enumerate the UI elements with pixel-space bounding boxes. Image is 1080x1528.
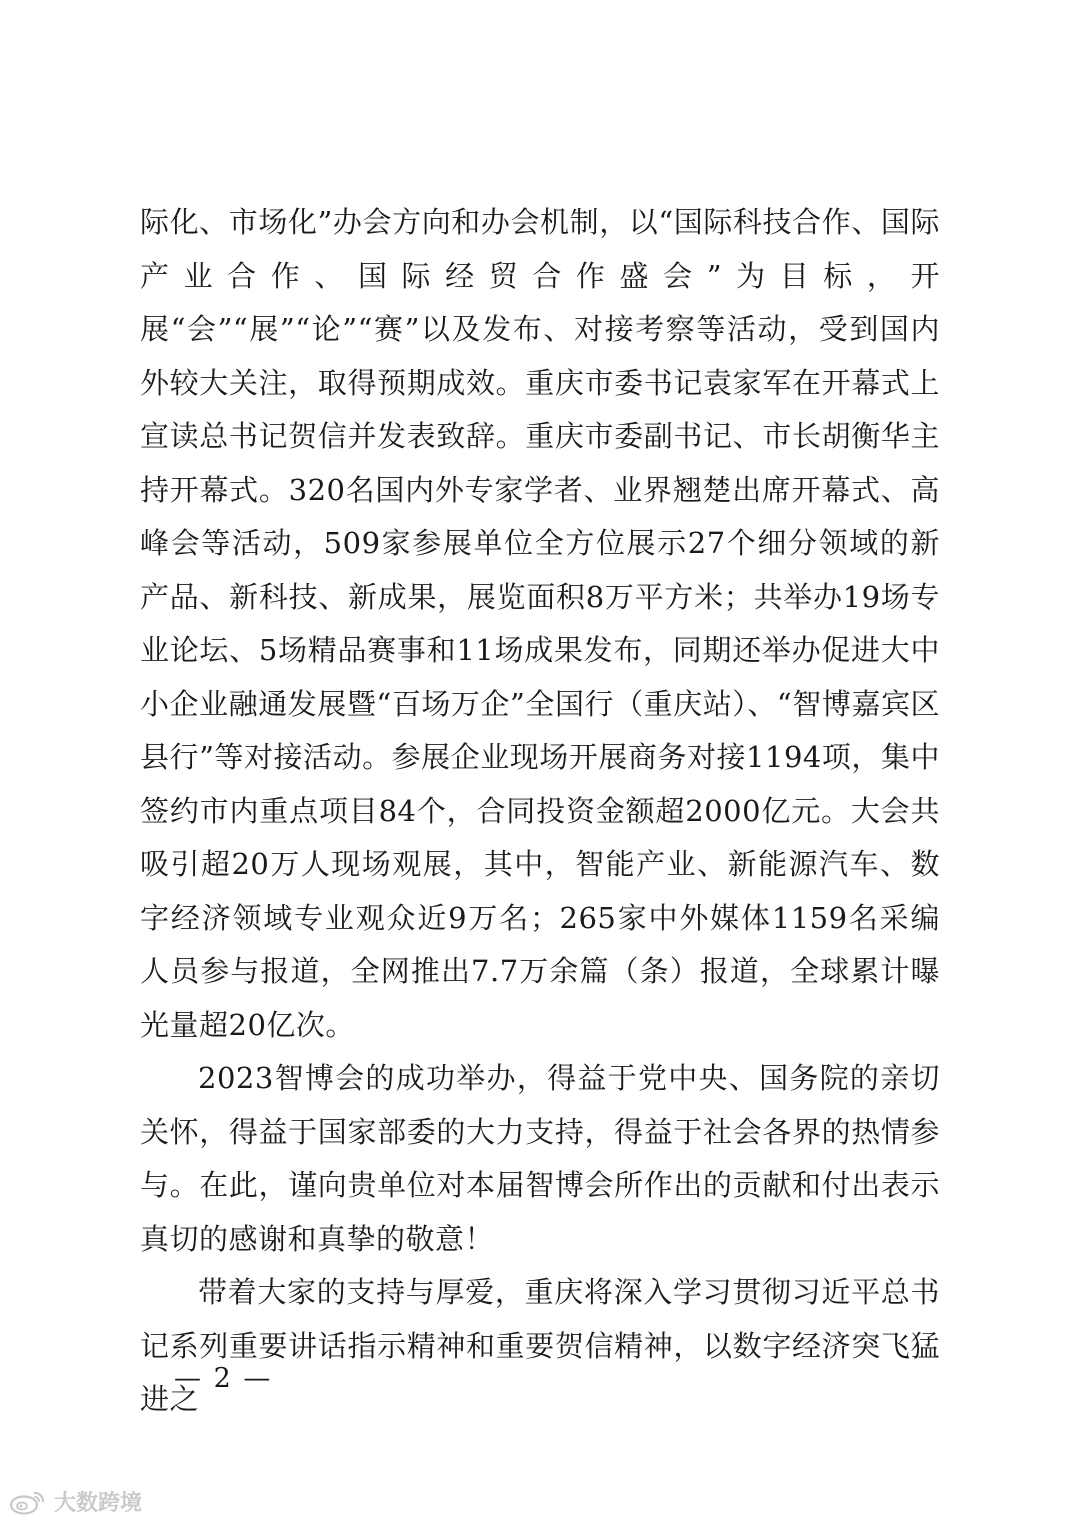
watermark-text: 大数跨境 — [54, 1491, 143, 1516]
document-body — [140, 196, 940, 1427]
paragraph-outlook: 带着大家的支持与厚爱，重庆将深入学习贯彻习近平总书记系列重要讲话指示精神和重要贺信精神，以数字经济突飞猛进之 — [140, 1275, 940, 1416]
weibo-logo-icon — [8, 1489, 48, 1515]
watermark — [8, 1486, 142, 1517]
page-number: — 2 — — [174, 1363, 273, 1394]
paragraph-thanks: 2023智博会的成功举办，得益于党中央、国务院的亲切关怀，得益于国家部委的大力支持，得益于社会各界的热情参与。在此，谨向贵单位对本届智博会所作出的贡献和付出表示真切的感谢和真挚的敬意！ — [140, 1061, 940, 1256]
paragraph-continued: 际化、市场化”办会方向和办会机制，以“国际科技合作、国际产业合作、国际经贸合作盛会”为目标，开展“会”“展”“论”“赛”以及发布、对接考察等活动，受到国内外较大关注，取得预期成效。重庆市委书记袁家军在开幕式上宣读总书记贺信并发表致辞。重庆市委副书记、市长胡衡华主持开幕式。320名国内外专家学者、业界翘楚出席开幕式、高峰会等活动，509家参展单位全方位展示27个细分领域的新产品、新科技、新成果，展览面积8万平方米；共举办19场专业论坛、5场精品赛事和11场成果发布，同期还举办促进大中小企业融通发展暨“百场万企”全国行（重庆站）、“智博嘉宾区县行”等对接活动。参展企业现场开展商务对接1194项，集中签约市内重点项目84个，合同投资金额超2000亿元。大会共吸引超20万人现场观展，其中，智能产业、新能源汽车、数字经济领域专业观众近9万名；265家中外媒体1159名采编人员参与报道，全网推出7.7万余篇（条）报道，全球累计曝光量超20亿次。 — [140, 205, 940, 1042]
